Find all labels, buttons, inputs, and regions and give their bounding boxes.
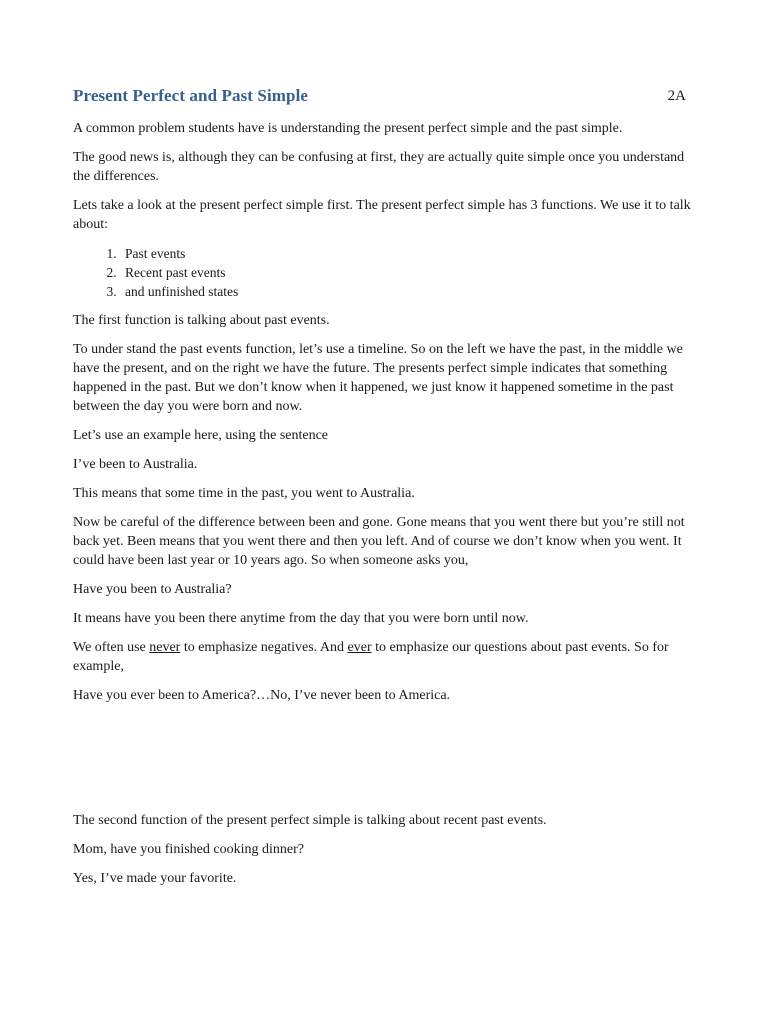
page-title: Present Perfect and Past Simple	[73, 86, 309, 105]
paragraph-been-gone: Now be careful of the difference between been and gone. Gone means that you went there but you’re still not back yet. Been means that you went there and then you left. And of course we don’t know when you went. It could have been last year or 10 years ago. So when someone asks you,	[73, 515, 685, 568]
paragraph-example-intro: Let’s use an example here, using the sentence	[73, 428, 329, 443]
paragraph-dinner-answer: Yes, I’ve made your favorite.	[73, 871, 237, 886]
list-item: 3. and unfinished states	[120, 282, 698, 301]
paragraph-never-ever	[73, 638, 698, 676]
paragraph-america-example: Have you ever been to America?…No, I’ve never been to America.	[73, 688, 451, 703]
paragraph-question: Have you been to Australia?	[73, 582, 232, 597]
underlined-never: never	[149, 640, 181, 655]
list-item: 1. Past events	[120, 244, 698, 263]
paragraph-functions-intro: Lets take a look at the present perfect simple first. The present perfect simple has 3 functions. We use it to talk about:	[73, 198, 691, 232]
paragraph-example-meaning: This means that some time in the past, you went to Australia.	[73, 486, 415, 501]
paragraph-good-news: The good news is, although they can be confusing at first, they are actually quite simple once you understand the differences.	[73, 150, 685, 184]
text-segment: We often use	[73, 640, 150, 655]
paragraph-question-meaning: It means have you been there anytime from the day that you were born until now.	[73, 611, 529, 626]
paragraph-example-sentence: I’ve been to Australia.	[73, 457, 198, 472]
underlined-ever: ever	[347, 640, 372, 655]
paragraph-second-function: The second function of the present perfect simple is talking about recent past events.	[73, 813, 547, 828]
text-segment: to emphasize our questions about past events. So for example,	[73, 640, 669, 674]
paragraph-first-function: The first function is talking about past events.	[73, 313, 330, 328]
paragraph-intro: A common problem students have is understanding the present perfect simple and the past simple.	[73, 121, 623, 136]
title-row	[73, 86, 698, 110]
page-code: 2A	[667, 88, 686, 104]
paragraph-timeline: To under stand the past events function, let’s use a timeline. So on the left we have the past, in the middle we have the present, and on the right we have the future. The presents perfect simple indicates that something happened in the past. But we don’t know when it happened, we just know it happened sometime in the past between the day you were born and now.	[73, 342, 683, 414]
list-item: 2. Recent past events	[120, 263, 698, 282]
functions-list	[73, 244, 698, 301]
text-segment: to emphasize negatives. And	[180, 640, 348, 655]
paragraph-dinner-question: Mom, have you finished cooking dinner?	[73, 842, 304, 857]
blank-gap	[73, 715, 698, 811]
document-page	[73, 86, 698, 898]
